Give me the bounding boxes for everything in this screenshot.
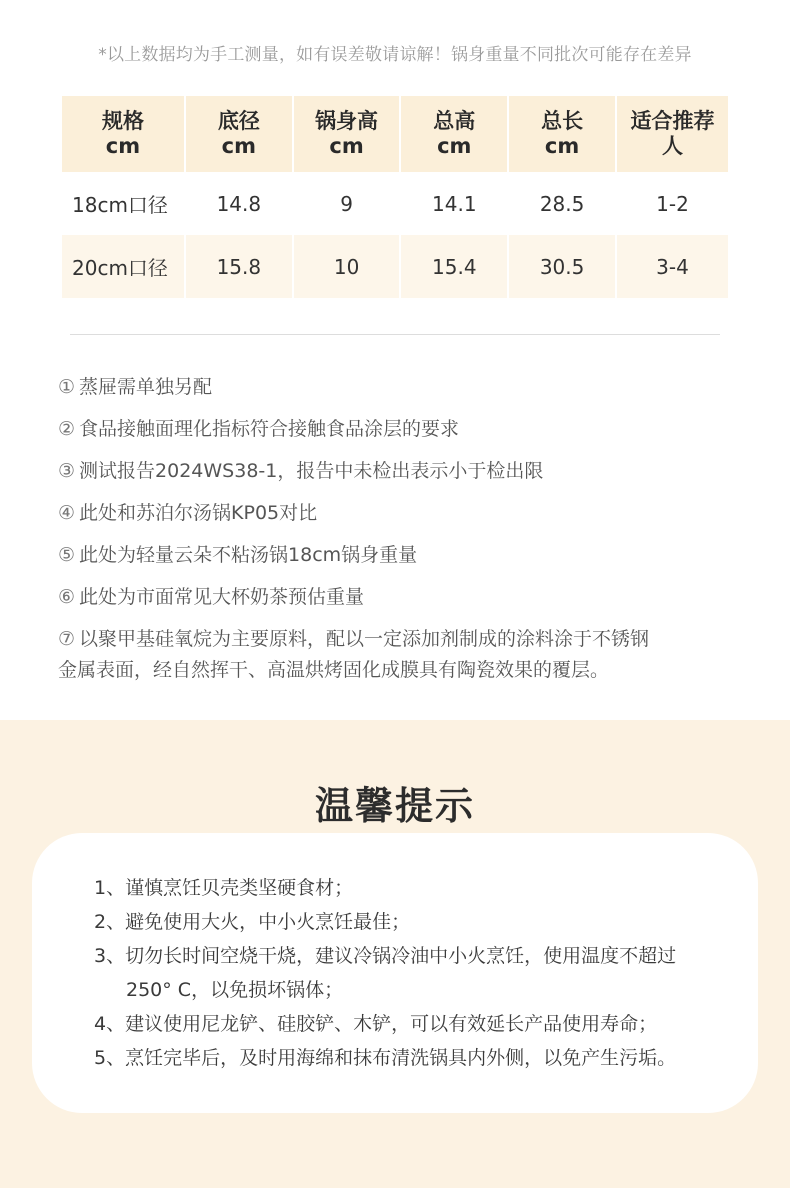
- header-total-length: 总长 cm: [509, 96, 615, 172]
- footnote-text-continued: 金属表面，经自然挥干、高温烘烤固化成膜具有陶瓷效果的覆层。: [58, 659, 610, 681]
- tips-list: [94, 871, 734, 1075]
- section-divider: [70, 334, 720, 335]
- header-spec: 规格 cm: [62, 96, 184, 172]
- table-cell: 20cm口径: [62, 235, 184, 298]
- tips-section: [0, 720, 790, 1188]
- table-cell: 30.5: [509, 235, 615, 298]
- footnote-mark: ②: [58, 418, 76, 440]
- footnotes-list: [58, 372, 738, 697]
- tip-item: [94, 939, 734, 1007]
- tip-text: 谨慎烹饪贝壳类坚硬食材；: [125, 877, 354, 899]
- header-total-height: 总高 cm: [401, 96, 507, 172]
- footnote-item: [58, 540, 738, 571]
- tip-number: 4、: [94, 1013, 126, 1035]
- tip-item: [94, 905, 734, 939]
- tip-text: 建议使用尼龙铲、硅胶铲、木铲，可以有效延长产品使用寿命；: [125, 1013, 658, 1035]
- disclaimer-text: *以上数据均为手工测量，如有误差敬请谅解！锅身重量不同批次可能存在差异: [98, 45, 692, 65]
- footnote-item: [58, 498, 738, 529]
- table-cell: 15.8: [186, 235, 292, 298]
- header-recommended-people: 适合推荐 人: [617, 96, 728, 172]
- footnote-mark: ③: [58, 460, 76, 482]
- spec-table: [60, 96, 730, 298]
- tip-text: 烹饪完毕后，及时用海绵和抹布清洗锅具内外侧，以免产生污垢。: [125, 1047, 677, 1069]
- table-cell: 9: [294, 172, 400, 235]
- tip-text: 避免使用大火，中小火烹饪最佳；: [125, 911, 411, 933]
- tip-number: 5、: [94, 1047, 126, 1069]
- footnote-item: [58, 414, 738, 445]
- footnote-mark: ⑤: [58, 544, 76, 566]
- tips-title: 温馨提示: [314, 784, 475, 828]
- tip-text: 切勿长时间空烧干烧，建议冷锅冷油中小火烹饪，使用温度不超过: [125, 945, 677, 967]
- footnote-item: [58, 582, 738, 613]
- table-cell: 15.4: [401, 235, 507, 298]
- header-body-height: 锅身高 cm: [294, 96, 400, 172]
- footnote-text: 以聚甲基硅氧烷为主要原料，配以一定添加剂制成的涂料涂于不锈钢: [79, 628, 650, 650]
- tips-card: [32, 833, 758, 1113]
- footnote-mark: ⑦: [58, 628, 76, 650]
- tip-number: 3、: [94, 945, 126, 967]
- footnote-mark: ④: [58, 502, 76, 524]
- footnote-text: 此处为市面常见大杯奶茶预估重量: [79, 586, 365, 608]
- tip-item: [94, 1007, 734, 1041]
- table-cell: 18cm口径: [62, 172, 184, 235]
- footnote-mark: ⑥: [58, 586, 76, 608]
- table-cell: 1-2: [617, 172, 728, 235]
- footnote-item: [58, 372, 738, 403]
- footnote-text: 测试报告2024WS38-1，报告中未检出表示小于检出限: [79, 460, 544, 482]
- footnote-item: [58, 624, 738, 686]
- table-cell: 10: [294, 235, 400, 298]
- footnote-text: 蒸屉需单独另配: [79, 376, 213, 398]
- spec-table-header-row: [62, 96, 728, 172]
- footnote-text: 此处和苏泊尔汤锅KP05对比: [79, 502, 318, 524]
- header-base-diameter: 底径 cm: [186, 96, 292, 172]
- footnote-mark: ①: [58, 376, 76, 398]
- tip-number: 2、: [94, 911, 126, 933]
- footnote-item: [58, 456, 738, 487]
- table-row: [62, 235, 728, 298]
- tip-item: [94, 871, 734, 905]
- tip-item: [94, 1041, 734, 1075]
- tip-number: 1、: [94, 877, 126, 899]
- table-cell: 3-4: [617, 235, 728, 298]
- tip-text-continued: 250° C，以免损坏锅体；: [126, 979, 344, 1001]
- table-cell: 28.5: [509, 172, 615, 235]
- table-row: [62, 172, 728, 235]
- footnote-text: 此处为轻量云朵不粘汤锅18cm锅身重量: [79, 544, 418, 566]
- table-cell: 14.8: [186, 172, 292, 235]
- footnote-text: 食品接触面理化指标符合接触食品涂层的要求: [79, 418, 460, 440]
- table-cell: 14.1: [401, 172, 507, 235]
